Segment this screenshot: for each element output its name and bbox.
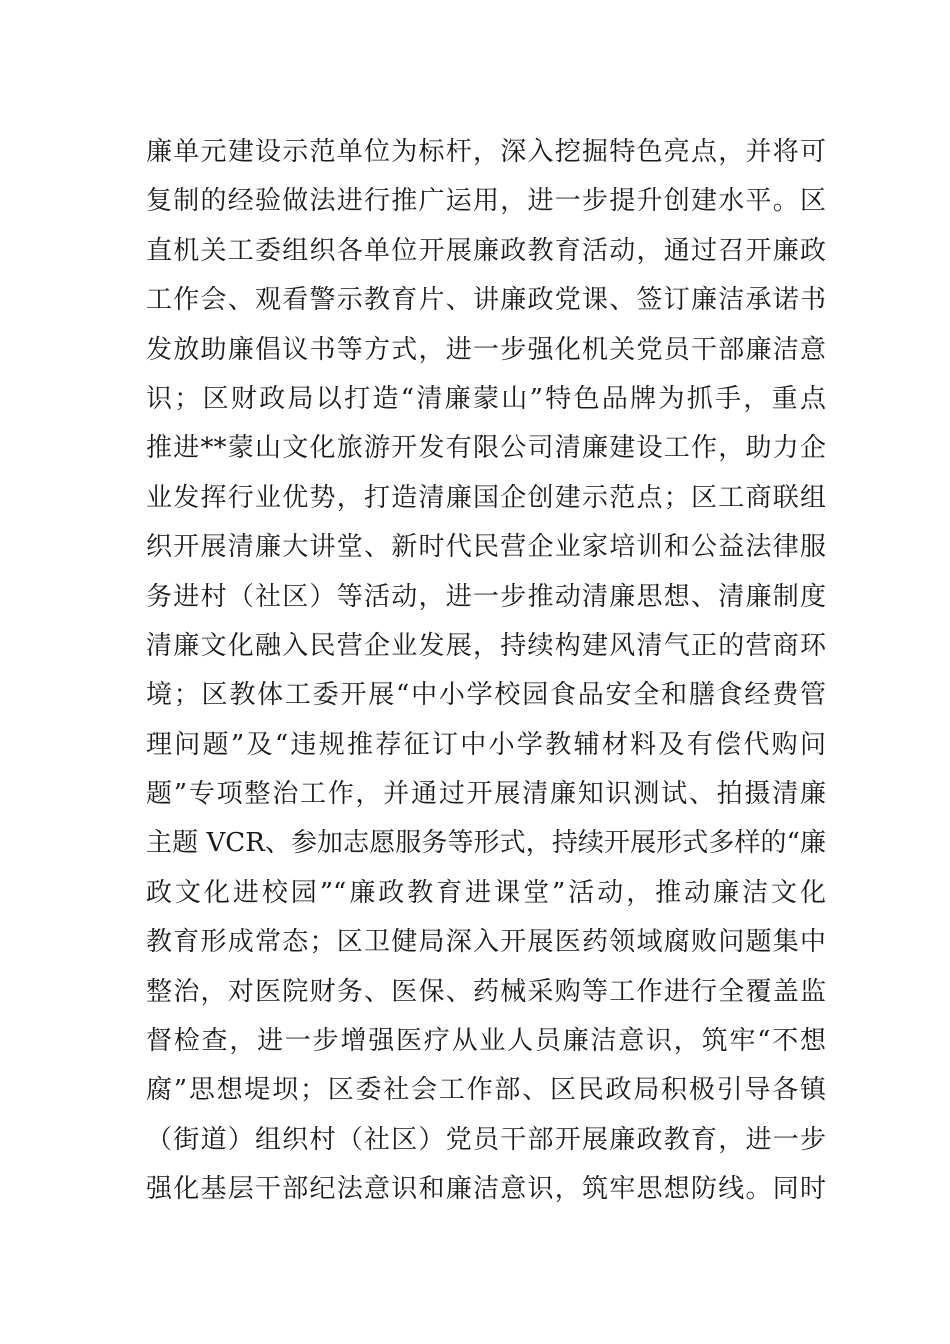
- text-line: 识；区财政局以打造“清廉蒙山”特色品牌为抓手，重点: [146, 383, 826, 414]
- text-line: 题”专项整治工作，并通过开展清廉知识测试、拍摄清廉: [146, 779, 826, 810]
- text-line: 业发挥行业优势，打造清廉国企创建示范点；区工商联组: [146, 482, 826, 513]
- text-line: 督检查，进一步增强医疗从业人员廉洁意识，筑牢“不想: [146, 1026, 826, 1057]
- text-line: 复制的经验做法进行推广运用，进一步提升创建水平。区: [146, 186, 826, 217]
- text-line: 发放助廉倡议书等方式，进一步强化机关党员干部廉洁意: [146, 334, 826, 365]
- text-line: 政文化进校园”“廉政教育进课堂”活动，推动廉洁文化: [146, 877, 826, 908]
- body-paragraph: [146, 128, 826, 1215]
- text-line: 腐”思想堤坝；区委社会工作部、区民政局积极引导各镇: [146, 1075, 826, 1106]
- text-line: 理问题”及“违规推荐征订中小学教辅材料及有偿代购问: [146, 729, 826, 760]
- text-line: 主题 VCR、参加志愿服务等形式，持续开展形式多样的“廉: [146, 828, 826, 859]
- text-line: 整治，对医院财务、医保、药械采购等工作进行全覆盖监: [146, 976, 826, 1007]
- text-line: 直机关工委组织各单位开展廉政教育活动，通过召开廉政: [146, 235, 826, 266]
- text-line: 教育形成常态；区卫健局深入开展医药领域腐败问题集中: [146, 927, 826, 958]
- text-line: 强化基层干部纪法意识和廉洁意识，筑牢思想防线。同时: [146, 1174, 826, 1205]
- text-line: 织开展清廉大讲堂、新时代民营企业家培训和公益法律服: [146, 532, 826, 563]
- text-line: 推进**蒙山文化旅游开发有限公司清廉建设工作，助力企: [146, 433, 826, 464]
- text-line: 清廉文化融入民营企业发展，持续构建风清气正的营商环: [146, 630, 826, 661]
- text-line: 境；区教体工委开展“中小学校园食品安全和膳食经费管: [146, 680, 826, 711]
- text-line: （街道）组织村（社区）党员干部开展廉政教育，进一步: [146, 1124, 826, 1155]
- text-line: 廉单元建设示范单位为标杆，深入挖掘特色亮点，并将可: [146, 137, 826, 167]
- text-line: 务进村（社区）等活动，进一步推动清廉思想、清廉制度: [146, 581, 826, 612]
- text-line: 工作会、观看警示教育片、讲廉政党课、签订廉洁承诺书: [146, 285, 826, 316]
